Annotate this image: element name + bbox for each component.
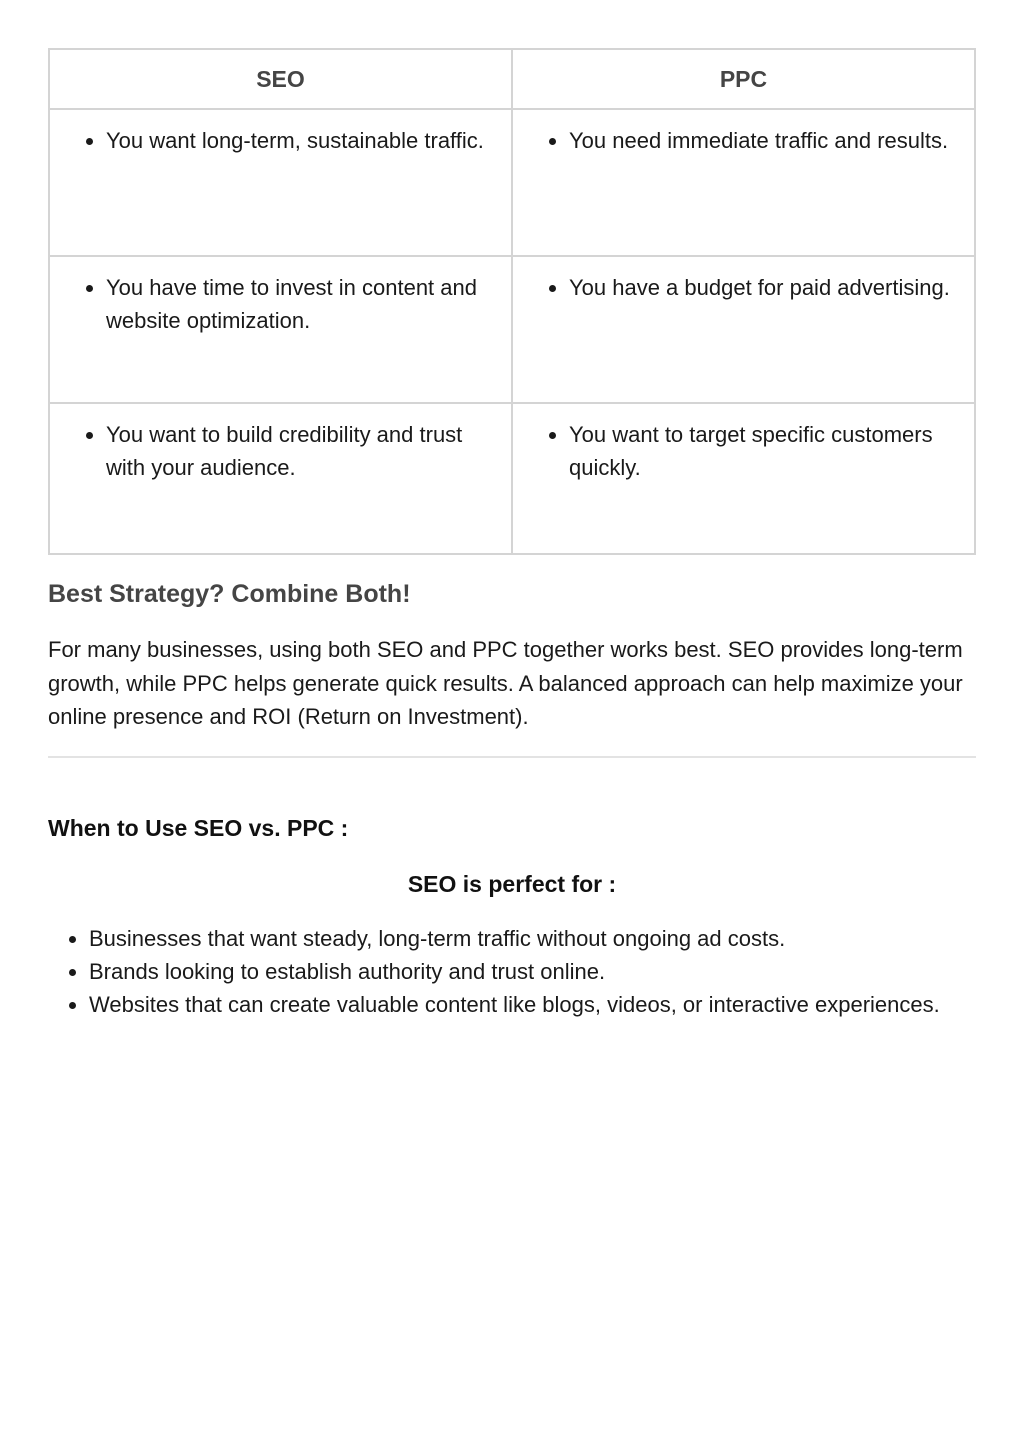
list-item: • Brands looking to establish authority and trust online. bbox=[89, 955, 976, 988]
strategy-paragraph: For many businesses, using both SEO and PPC together works best. SEO provides long-term growth, while PPC helps generate quick results. A balanced approach can help maximize your online presence and ROI (Return on Investment). bbox=[48, 637, 963, 729]
table-cell-seo bbox=[49, 109, 512, 256]
table-row bbox=[49, 256, 975, 403]
table-cell-seo bbox=[49, 403, 512, 554]
header-ppc: PPC bbox=[512, 49, 975, 109]
strategy-heading: Best Strategy? Combine Both! bbox=[48, 580, 411, 608]
table-cell-ppc bbox=[512, 256, 975, 403]
seo-perfect-for-list bbox=[48, 922, 976, 1021]
section-divider bbox=[48, 756, 976, 758]
list-item: • Websites that can create valuable content like blogs, videos, or interactive experiences. bbox=[89, 988, 976, 1021]
list-item: • You want to build credibility and trust with your audience. bbox=[106, 418, 497, 484]
list-item: • You have a budget for paid advertising. bbox=[569, 271, 960, 304]
list-item: • You have time to invest in content and website optimization. bbox=[106, 271, 497, 337]
seo-perfect-for-heading: SEO is perfect for : bbox=[407, 870, 617, 897]
list-item: • Businesses that want steady, long-term traffic without ongoing ad costs. bbox=[89, 922, 976, 955]
table-row bbox=[49, 109, 975, 256]
header-seo: SEO bbox=[49, 49, 512, 109]
list-item: • You need immediate traffic and results. bbox=[569, 124, 960, 157]
seo-vs-ppc-table bbox=[48, 48, 976, 555]
table-cell-seo bbox=[49, 256, 512, 403]
table-cell-ppc bbox=[512, 109, 975, 256]
table-cell-ppc bbox=[512, 403, 975, 554]
document-page bbox=[48, 48, 976, 1021]
table-header-row bbox=[49, 49, 975, 109]
when-to-use-heading: When to Use SEO vs. PPC : bbox=[48, 814, 349, 841]
table-row bbox=[49, 403, 975, 554]
list-item: • You want long-term, sustainable traffic. bbox=[106, 124, 497, 157]
list-item: • You want to target specific customers quickly. bbox=[569, 418, 960, 484]
